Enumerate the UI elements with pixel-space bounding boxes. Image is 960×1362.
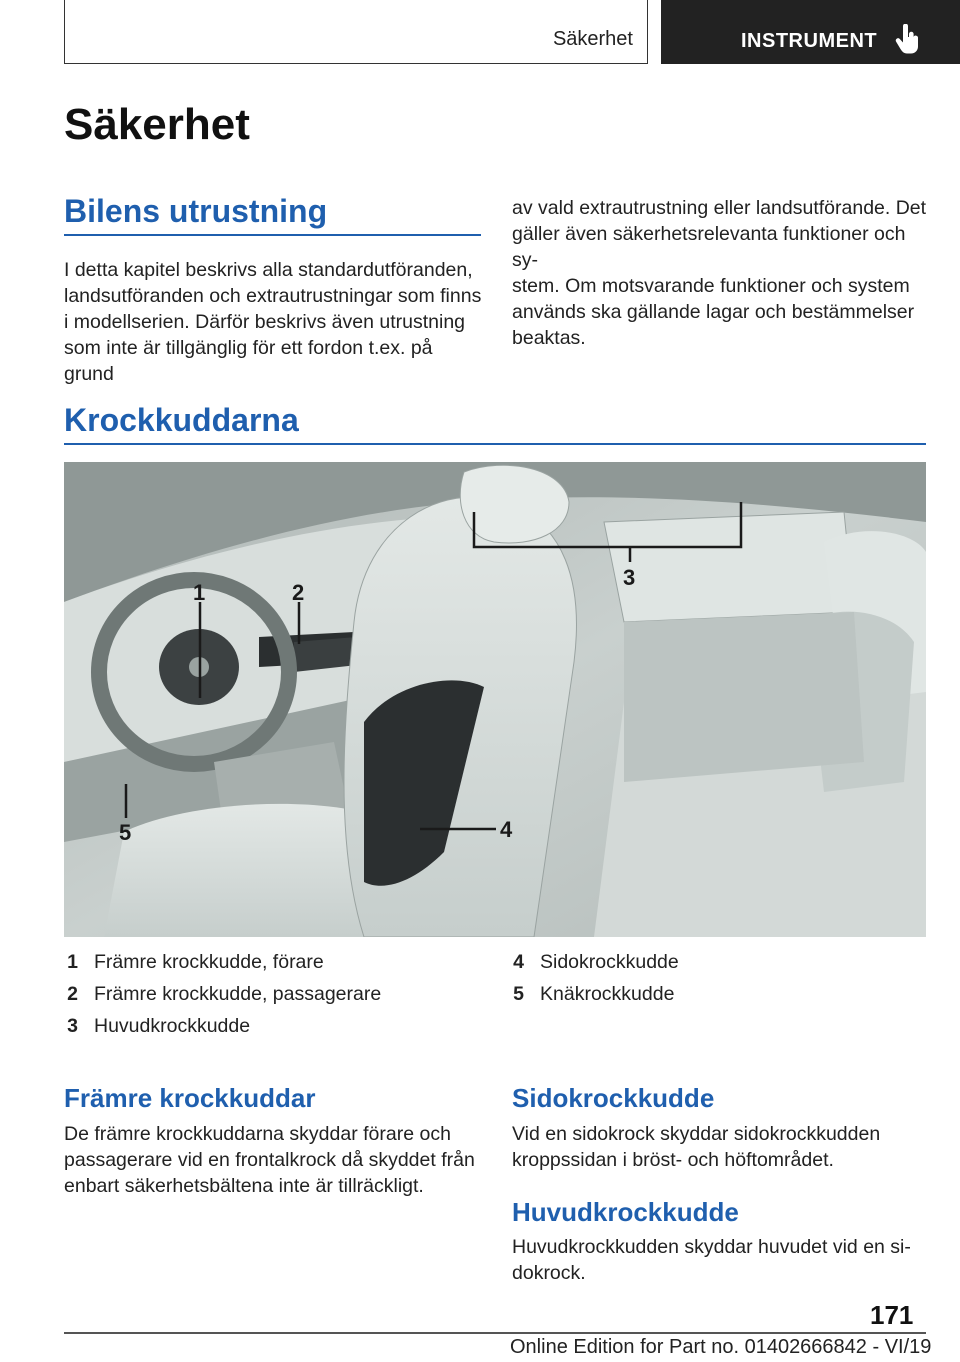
side-airbag-title: Sidokrockkudde (512, 1083, 715, 1113)
text-line: används ska gällande lagar och bestämmelser (512, 301, 915, 323)
side-airbag-text (512, 1121, 932, 1173)
text-line: enbart säkerhetsbältena inte är tillräckligt. (64, 1175, 424, 1197)
callout-1: 1 (193, 580, 206, 605)
text-line: dokrock. (512, 1262, 586, 1284)
legend-text: Sidokrockkudde (540, 951, 679, 973)
callout-4: 4 (500, 817, 513, 842)
header-section-box (64, 0, 648, 64)
text-line: som inte är tillgänglig för ett fordon t.ex. på grund (64, 337, 433, 385)
legend-item (64, 1015, 484, 1047)
airbags-title: Krockkuddarna (64, 402, 299, 438)
legend-text: Knäkrockkudde (540, 983, 675, 1005)
legend-text: Främre krockkudde, passagerare (94, 983, 382, 1005)
airbags-title-rule (64, 443, 926, 445)
text-line: kroppssidan i bröst- och höftområdet. (512, 1149, 834, 1171)
legend-item (510, 983, 930, 1015)
head-airbag-text (512, 1234, 932, 1286)
callout-3: 3 (623, 565, 636, 590)
legend-number: 3 (67, 1015, 78, 1037)
legend-number: 2 (67, 983, 78, 1005)
text-line: i modellserien. Därför beskrivs även utrustning (64, 311, 466, 333)
text-line: gäller även säkerhetsrelevanta funktioner och sy- (512, 223, 906, 271)
head-airbag-title: Huvudkrockkudde (512, 1197, 739, 1227)
text-line: I detta kapitel beskrivs alla standardutföranden, (64, 259, 473, 281)
legend-number: 4 (513, 951, 524, 973)
header-chapter-tab[interactable] (661, 0, 960, 64)
car-interior-airbag-illustration (64, 462, 926, 937)
legend-text: Främre krockkudde, förare (94, 951, 324, 973)
pointing-hand-icon (895, 24, 921, 54)
text-line: Huvudkrockkudden skyddar huvudet vid en si- (512, 1236, 911, 1258)
footer-rule (64, 1332, 926, 1334)
equipment-text-col1 (64, 257, 484, 387)
page-number: 171 (870, 1300, 914, 1330)
legend-text: Huvudkrockkudde (94, 1015, 251, 1037)
text-line: beaktas. (512, 327, 586, 349)
front-airbags-title: Främre krockkuddar (64, 1083, 316, 1113)
legend-number: 1 (67, 951, 78, 973)
legend-item (64, 983, 484, 1015)
page-title: Säkerhet (64, 100, 250, 149)
legend-right (510, 951, 930, 1015)
text-line: passagerare vid en frontalkrock då skyddet från (64, 1149, 475, 1171)
legend-number: 5 (513, 983, 524, 1005)
equipment-title-rule (64, 234, 481, 236)
equipment-title: Bilens utrustning (64, 193, 328, 229)
equipment-text-col2 (512, 195, 932, 351)
text-line: landsutföranden och extrautrustningar som finns (64, 285, 482, 307)
callout-2: 2 (292, 580, 305, 605)
front-airbags-text (64, 1121, 494, 1199)
text-line: Vid en sidokrock skyddar sidokrockkudden (512, 1123, 881, 1145)
callout-5: 5 (119, 820, 132, 845)
header-chapter-label: INSTRUMENT (741, 30, 878, 52)
legend-item (64, 951, 484, 983)
text-line: stem. Om motsvarande funktioner och system (512, 275, 910, 297)
footer-edition: Online Edition for Part no. 01402666842 - VI/19 (510, 1336, 932, 1358)
legend-item (510, 951, 930, 983)
legend-left (64, 951, 484, 1047)
header-section-label: Säkerhet (552, 28, 633, 50)
text-line: av vald extrautrustning eller landsutförande. Det (512, 197, 927, 219)
text-line: De främre krockkuddarna skyddar förare och (64, 1123, 451, 1145)
